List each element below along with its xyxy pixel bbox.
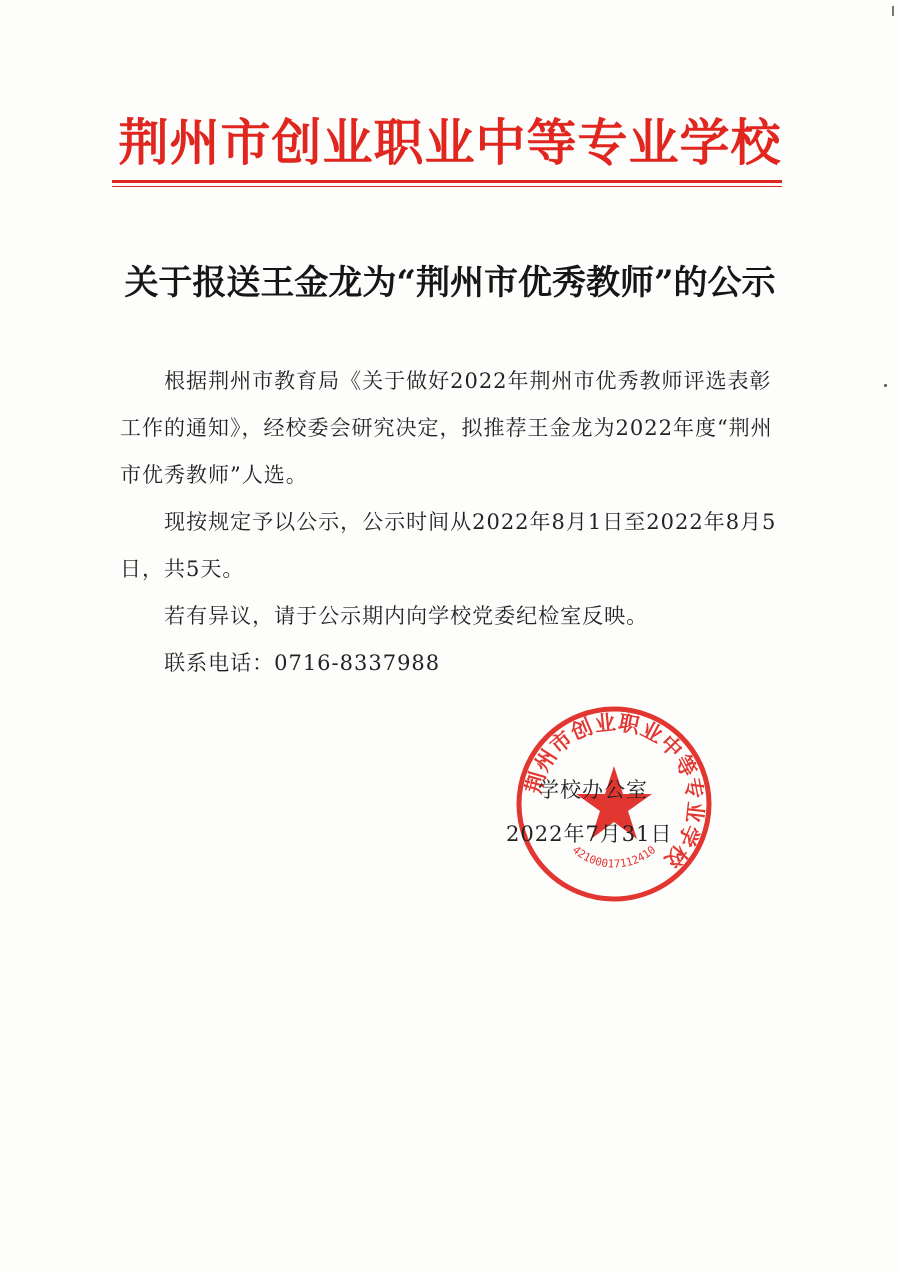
seal-code: 4210001711241​0 (569, 843, 659, 871)
signature-office: 学校办公室 (538, 778, 648, 802)
scan-dot-mark (884, 384, 887, 387)
letterhead-rule-thin (112, 186, 782, 187)
seal-text: 荆州市创业职业中等专业学校 (521, 710, 708, 873)
body-paragraph-2: 现按规定予以公示，公示时间从2022年8月1日至2022年8月5日，共5天。 (120, 510, 777, 581)
letterhead-rule-thick (112, 180, 782, 183)
signature-block (500, 768, 720, 856)
body-paragraph-3: 若有异议，请于公示期内向学校党委纪检室反映。 (164, 604, 649, 628)
letterhead-school-name: 荆州市创业职业中等专业学校 (118, 114, 782, 172)
signature-date: 2022年7月31日 (506, 822, 673, 846)
body-paragraph-1: 根据荆州市教育局《关于做好2022年荆州市优秀教师评选表彰工作的通知》，经校委会研究决定，拟推荐王金龙为2022年度“荆州市优秀教师”人选。 (120, 369, 773, 487)
document-body (120, 358, 784, 687)
scan-corner-mark (884, 6, 894, 16)
document-title: 关于报送王金龙为“荆州市优秀教师”的公示 (124, 263, 776, 303)
body-paragraph-4: 联系电话：0716-8337988 (164, 651, 441, 675)
